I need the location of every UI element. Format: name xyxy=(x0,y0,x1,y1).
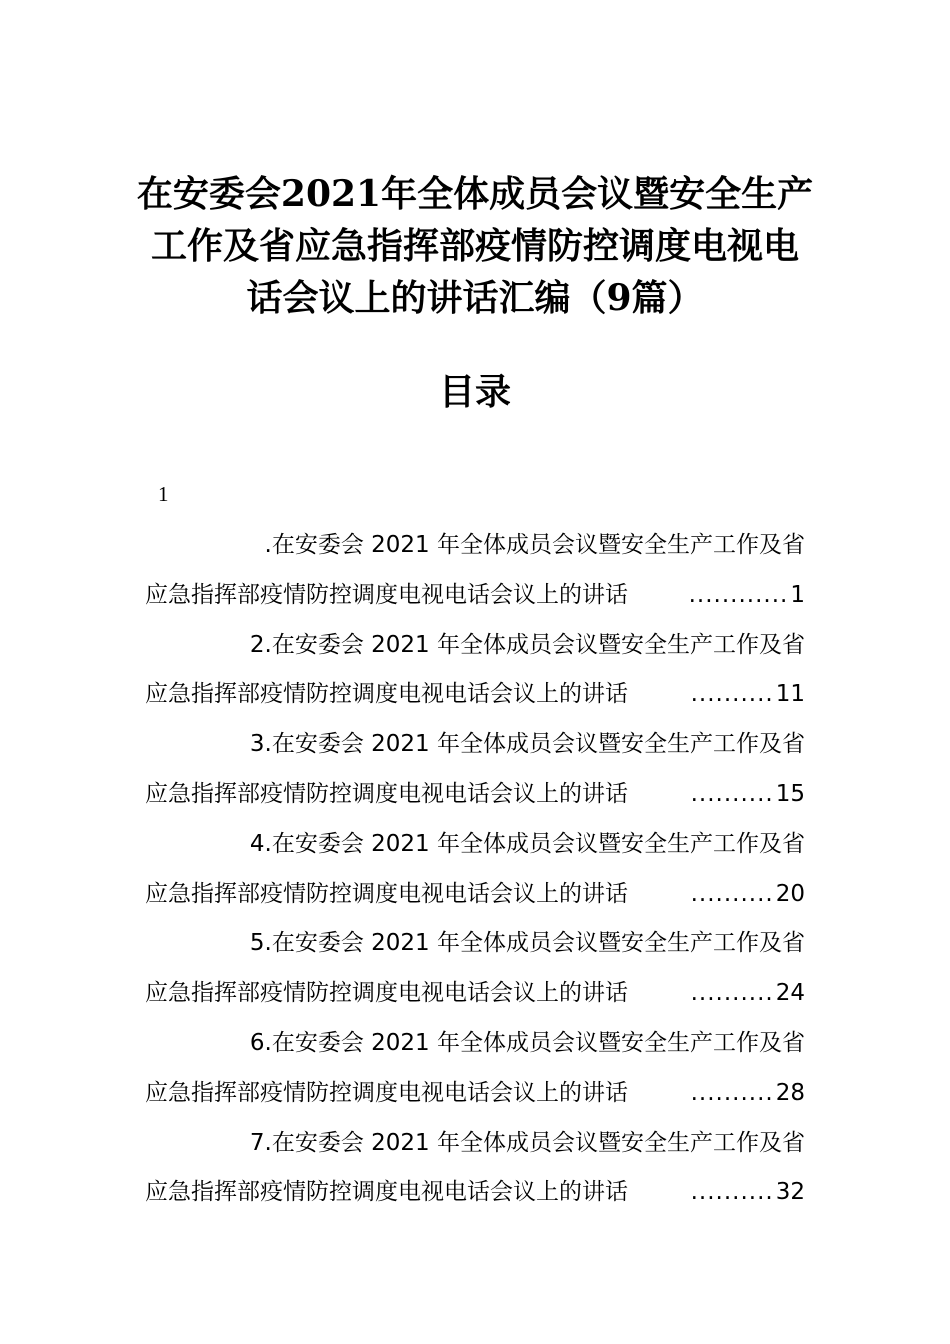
title-line-3: 话会议上的讲话汇编（9篇） xyxy=(246,277,704,319)
toc-entry-continuation xyxy=(145,1168,805,1218)
toc-entry-continuation xyxy=(145,770,805,820)
toc-entry-title-cont: 应急指挥部疫情防控调度电视电话会议上的讲话 xyxy=(145,980,628,1007)
toc-entry-continuation xyxy=(145,870,805,920)
toc-entry-title-cont: 应急指挥部疫情防控调度电视电话会议上的讲话 xyxy=(145,880,628,907)
toc-entry-5[interactable] xyxy=(145,919,805,1019)
toc-entry-continuation xyxy=(145,571,805,621)
toc-entry-title: 5.在安委会 2021 年全体成员会议暨安全生产工作及省 xyxy=(249,930,805,957)
toc-leader-dots: .......... xyxy=(690,980,774,1007)
toc-entry-2[interactable] xyxy=(145,621,805,721)
toc-entry-title-cont: 应急指挥部疫情防控调度电视电话会议上的讲话 xyxy=(145,780,628,807)
toc-entry-title-cont: 应急指挥部疫情防控调度电视电话会议上的讲话 xyxy=(145,681,628,708)
toc-entry-title-cont: 应急指挥部疫情防控调度电视电话会议上的讲话 xyxy=(145,1179,628,1206)
toc-entry-continuation xyxy=(145,969,805,1019)
toc-page-number: 24 xyxy=(775,980,805,1007)
toc-entry-title-cont: 应急指挥部疫情防控调度电视电话会议上的讲话 xyxy=(145,581,628,608)
stray-list-number: 1 xyxy=(158,482,169,506)
toc-leader-dots: .......... xyxy=(690,681,774,708)
toc-leader-dots: .......... xyxy=(690,780,774,807)
toc-entry-title: 4.在安委会 2021 年全体成员会议暨安全生产工作及省 xyxy=(249,830,805,857)
title-line-2: 工作及省应急指挥部疫情防控调度电视电 xyxy=(150,225,799,267)
toc-leader-dots: .......... xyxy=(690,1079,774,1106)
toc-entry-title: 3.在安委会 2021 年全体成员会议暨安全生产工作及省 xyxy=(249,731,805,758)
title-line-1: 在安委会2021年全体成员会议暨安全生产 xyxy=(136,173,814,215)
toc-entry-continuation xyxy=(145,670,805,720)
toc-leader-dots: ............ xyxy=(688,581,789,608)
toc-page-number: 20 xyxy=(775,880,805,907)
toc-entry-3[interactable] xyxy=(145,720,805,820)
toc-entry-title: .在安委会 2021 年全体成员会议暨安全生产工作及省 xyxy=(264,532,805,558)
toc-leader-dots: .......... xyxy=(690,880,774,907)
toc-entry-title: 7.在安委会 2021 年全体成员会议暨安全生产工作及省 xyxy=(249,1129,805,1156)
toc-entry-7[interactable] xyxy=(145,1119,805,1219)
toc-page-number: 11 xyxy=(775,681,805,708)
toc-page-number: 28 xyxy=(775,1079,805,1106)
document-title xyxy=(120,168,830,324)
table-of-contents xyxy=(145,521,805,1218)
toc-leader-dots: .......... xyxy=(690,1179,774,1206)
toc-entry-1[interactable] xyxy=(145,521,805,621)
toc-page-number: 32 xyxy=(775,1179,805,1206)
toc-entry-title-cont: 应急指挥部疫情防控调度电视电话会议上的讲话 xyxy=(145,1079,628,1106)
toc-page-number: 15 xyxy=(775,780,805,807)
toc-entry-6[interactable] xyxy=(145,1019,805,1119)
toc-page-number: 1 xyxy=(790,581,805,608)
toc-heading: 目录 xyxy=(438,371,511,413)
toc-entry-title: 6.在安委会 2021 年全体成员会议暨安全生产工作及省 xyxy=(249,1029,805,1056)
toc-entry-title: 2.在安委会 2021 年全体成员会议暨安全生产工作及省 xyxy=(249,631,805,658)
toc-entry-4[interactable] xyxy=(145,820,805,920)
toc-entry-continuation xyxy=(145,1069,805,1119)
